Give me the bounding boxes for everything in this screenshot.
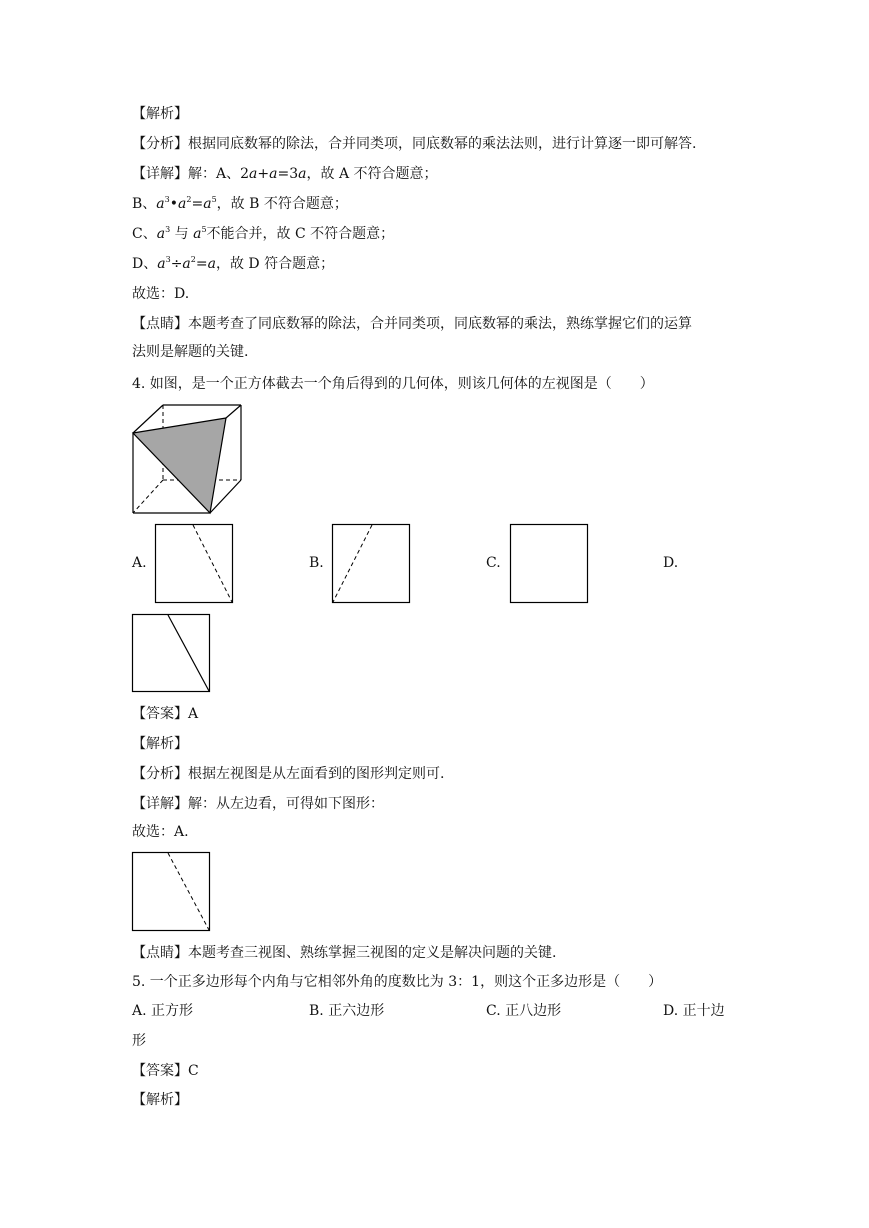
q4-option-b-figure <box>332 524 411 604</box>
q4-option-d-figure <box>132 614 211 693</box>
q3-comment-1: 【点睛】本题考查了同底数幂的除法，合并同类项，同底数幂的乘法，熟练掌握它们的运算 <box>132 316 692 332</box>
q3-comment-2: 法则是解题的关键. <box>132 344 249 360</box>
q5-jiexi-label: 【解析】 <box>132 1092 188 1108</box>
q3-c-expr2: $a^5$ <box>193 225 207 242</box>
q5-question: 5. 一个正多边形每个内角与它相邻外角的度数比为 3：1，则这个正多边形是（ ） <box>132 974 663 990</box>
q5-option-b: B. 正六边形 <box>309 1003 385 1019</box>
q4-detail: 【详解】解：从左边看，可得如下图形： <box>132 796 384 812</box>
q3-detail-c <box>132 224 394 244</box>
q3-analysis: 【分析】根据同底数幂的除法，合并同类项，同底数幂的乘法法则，进行计算逐一即可解答. <box>132 136 697 152</box>
q4-question: 4. 如图，是一个正方体截去一个角后得到的几何体，则该几何体的左视图是（ ） <box>132 376 654 392</box>
q5-option-a: A. 正方形 <box>132 1003 194 1019</box>
q5-option-d-wrap: 形 <box>132 1033 146 1049</box>
q4-analysis: 【分析】根据左视图是从左面看到的图形判定则可. <box>132 766 445 782</box>
q3-choice: 故选：D. <box>132 286 190 302</box>
q3-detail-d <box>132 254 334 274</box>
q3-jiexi-label: 【解析】 <box>132 106 188 122</box>
q3-detail-expr: 2a+a=3a <box>240 166 307 182</box>
q3-c-expr1: $a^3$ <box>156 225 171 242</box>
q3-b-expr: $a^3•a^2=a^5$ <box>156 195 217 212</box>
q4-option-c-figure <box>510 524 589 604</box>
q3-detail-b <box>132 194 348 214</box>
q5-option-c: C. 正八边形 <box>486 1003 562 1019</box>
q3-c-suffix: 不能合并，故 C 不符合题意； <box>206 226 395 242</box>
q5-option-d: D. 正十边 <box>663 1003 725 1019</box>
q4-comment: 【点睛】本题考查三视图、熟练掌握三视图的定义是解决问题的关键. <box>132 945 557 961</box>
q3-c-prefix: C、 <box>132 226 157 242</box>
q3-d-expr: $a^3\div a^2=a$ <box>157 255 216 272</box>
q3-c-mid: 与 <box>174 226 189 242</box>
q4-option-c-label: C. <box>486 555 501 571</box>
q4-option-a-figure <box>155 524 234 604</box>
q3-detail-suffix: ，故 A 不符合题意； <box>306 166 438 182</box>
q4-answer: 【答案】A <box>132 706 199 722</box>
q5-answer: 【答案】C <box>132 1063 199 1079</box>
q3-b-prefix: B、 <box>132 196 157 212</box>
q4-option-a-label: A. <box>132 555 147 571</box>
q4-choice: 故选：A. <box>132 824 189 840</box>
q3-d-prefix: D、 <box>132 256 158 272</box>
q4-jiexi-label: 【解析】 <box>132 736 188 752</box>
q4-option-d-label: D. <box>663 555 679 571</box>
cube-figure <box>128 400 244 518</box>
q3-d-suffix: ，故 D 符合题意； <box>215 256 335 272</box>
q3-detail-prefix: 【详解】解：A、 <box>132 166 241 182</box>
q4-option-b-label: B. <box>309 555 324 571</box>
q3-detail-a <box>132 164 438 184</box>
q4-solution-figure <box>132 852 212 932</box>
q3-b-suffix: ，故 B 不符合题意； <box>216 196 348 212</box>
